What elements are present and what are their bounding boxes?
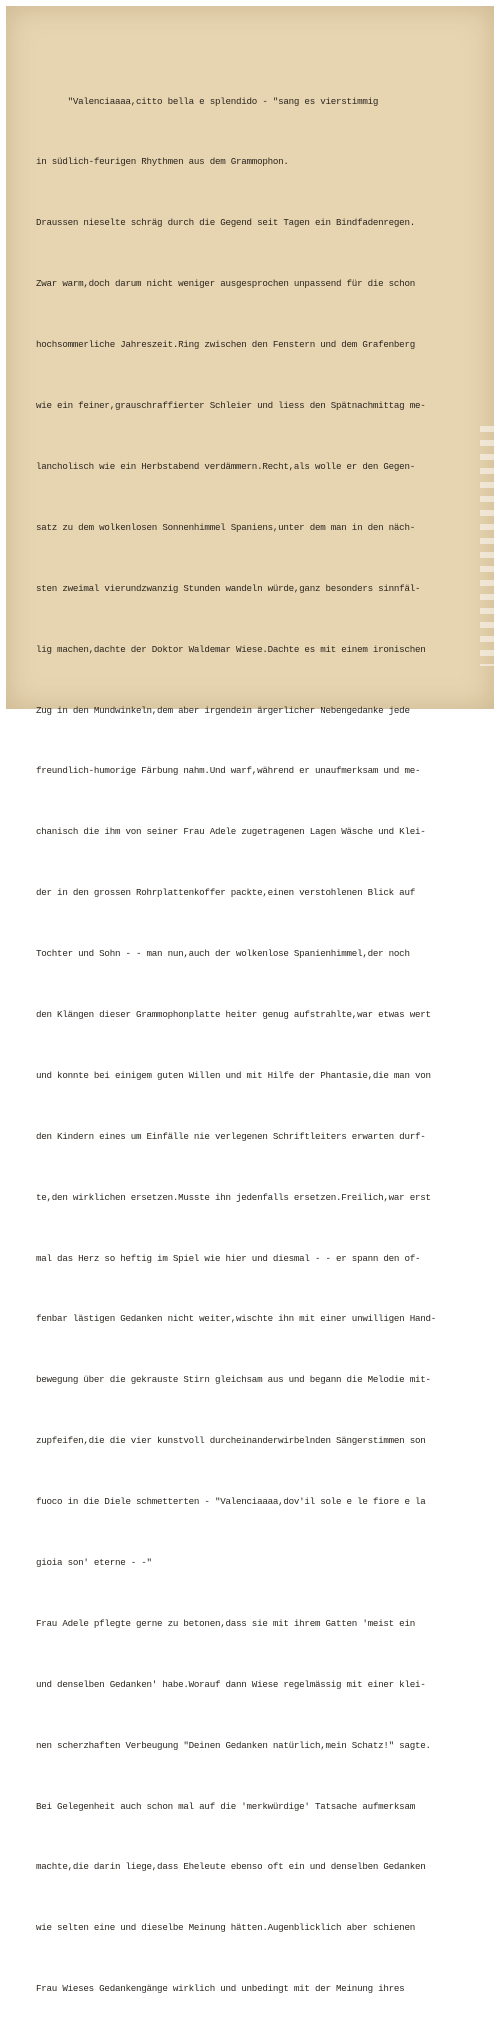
text-line: den Kindern eines um Einfälle nie verlegenen Schriftleiters erwarten durf- [36,1130,426,1142]
typewritten-page [6,6,494,1995]
text-line: und denselben Gedanken' habe.Worauf dann Wiese regelmässig mit einer klei- [36,1678,426,1690]
text-line: satz zu dem wolkenlosen Sonnenhimmel Spaniens,unter dem man in den näch- [36,521,415,533]
text-line: lig machen,dachte der Doktor Waldemar Wiese.Dachte es mit einem ironischen [36,643,426,655]
text-line: zupfeifen,die die vier kunstvoll durcheinanderwirbelnden Sängerstimmen son [36,1435,426,1447]
text-line: Bei Gelegenheit auch schon mal auf die 'merkwürdige' Tatsache aufmerksam [36,1800,415,1812]
text-line: Frau Adele pflegte gerne zu betonen,dass sie mit ihrem Gatten 'meist ein [36,1617,415,1629]
text-line: Tochter und Sohn - - man nun,auch der wolkenlose Spanienhimmel,der noch [36,948,410,960]
typed-text-block [36,51,488,2040]
text-line: wie selten eine und dieselbe Meinung hätten.Augenblicklich aber schienen [36,1922,415,1934]
text-line: mal das Herz so heftig im Spiel wie hier und diesmal - - er spann den of- [36,1252,421,1264]
text-line: Frau Wieses Gedankengänge wirklich und unbedingt mit der Meinung ihres [36,1983,405,1995]
text-line: in südlich-feurigen Rhythmen aus dem Grammophon. [36,156,289,168]
text-line: Zwar warm,doch darum nicht weniger ausgesprochen unpassend für die schon [36,278,415,290]
text-line: chanisch die ihm von seiner Frau Adele zugetragenen Lagen Wäsche und Klei- [36,826,426,838]
text-line: machte,die darin liege,dass Eheleute ebenso oft ein und denselben Gedanken [36,1861,426,1873]
text-line: bewegung über die gekrauste Stirn gleichsam aus und begann die Melodie mit- [36,1374,431,1386]
text-line: den Klängen dieser Grammophonplatte heiter genug aufstrahlte,war etwas wert [36,1008,431,1020]
text-line: gioia son' eterne - -" [36,1556,152,1568]
text-line: fenbar lästigen Gedanken nicht weiter,wischte ihn mit einer unwilligen Hand- [36,1313,437,1325]
text-line: fuoco in die Diele schmetterten - "Valenciaaaa,dov'il sole e le fiore e la [36,1496,426,1508]
text-line: nen scherzhaften Verbeugung "Deinen Gedanken natürlich,mein Schatz!" sagte. [36,1739,431,1751]
text-line: freundlich-humorige Färbung nahm.Und warf,während er unaufmerksam und me- [36,765,421,777]
text-line: "Valenciaaaa,citto bella e splendido - "sang es vierstimmig [36,95,379,107]
text-line: Zug in den Mundwinkeln,dem aber irgendein ärgerlicher Nebengedanke jede [36,704,410,716]
text-line: der in den grossen Rohrplattenkoffer packte,einen verstohlenen Blick auf [36,887,415,899]
text-line: wie ein feiner,grauschraffierter Schleier und liess den Spätnachmittag me- [36,400,426,412]
text-line: und konnte bei einigem guten Willen und mit Hilfe der Phantasie,die man von [36,1069,431,1081]
text-line: hochsommerliche Jahreszeit.Ring zwischen den Fenstern und dem Grafenberg [36,339,415,351]
text-line: sten zweimal vierundzwanzig Stunden wandeln würde,ganz besonders sinnfäl- [36,582,421,594]
text-line: lancholisch wie ein Herbstabend verdämmern.Recht,als wolle er den Gegen- [36,460,415,472]
text-line: Draussen nieselte schräg durch die Gegend seit Tagen ein Bindfadenregen. [36,217,415,229]
text-line: te,den wirklichen ersetzen.Musste ihn jedenfalls ersetzen.Freilich,war erst [36,1191,431,1203]
